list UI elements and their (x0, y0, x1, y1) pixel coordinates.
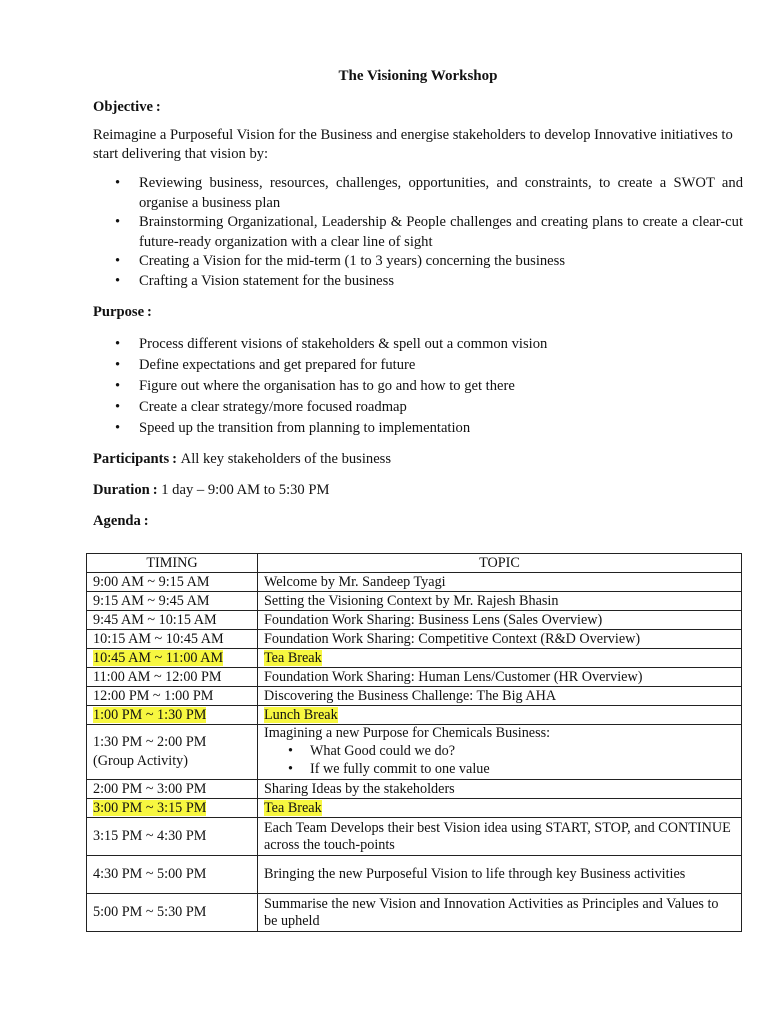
duration-line (93, 480, 743, 500)
purpose-bullet: • Define expectations and get prepared for future (93, 355, 743, 376)
duration-label: Duration (93, 482, 150, 498)
agenda-topic: Each Team Develops their best Vision idea using START, STOP, and CONTINUE across the touch-points (258, 818, 742, 856)
agenda-row (87, 856, 742, 894)
agenda-topic: Summarise the new Vision and Innovation Activities as Principles and Values to be upheld (258, 894, 742, 932)
agenda-topic: Discovering the Business Challenge: The Big AHA (258, 687, 742, 706)
agenda-time: 9:45 AM ~ 10:15 AM (87, 611, 258, 630)
duration-text: 1 day – 9:00 AM to 5:30 PM (161, 482, 330, 498)
agenda-row (87, 611, 742, 630)
agenda-time: 12:00 PM ~ 1:00 PM (87, 687, 258, 706)
agenda-sub-item: • What Good could we do? (264, 742, 735, 760)
agenda-row (87, 687, 742, 706)
agenda-row-break (87, 799, 742, 818)
objective-text: Reimagine a Purposeful Vision for the Business and energise stakeholders to develop Innovative initiatives to start delivering that vision by: (93, 127, 733, 162)
agenda-row-break (87, 649, 742, 668)
agenda-time-highlighted: 10:45 AM ~ 11:00 AM (93, 649, 224, 666)
agenda-topic: Welcome by Mr. Sandeep Tyagi (258, 573, 742, 592)
objective-bullet: • Reviewing business, resources, challenges, opportunities, and constraints, to create a SWOT and organise a business plan (93, 174, 743, 213)
agenda-table (86, 553, 742, 932)
purpose-bullet: • Figure out where the organisation has to go and how to get there (93, 376, 743, 397)
objective-bullet: • Creating a Vision for the mid-term (1 to 3 years) concerning the business (93, 252, 743, 272)
agenda-time: 2:00 PM ~ 3:00 PM (87, 780, 258, 799)
agenda-topic: Foundation Work Sharing: Competitive Context (R&D Overview) (258, 630, 742, 649)
agenda-time-note: (Group Activity) (93, 753, 188, 769)
agenda-time: 11:00 AM ~ 12:00 PM (87, 668, 258, 687)
purpose-bullet: • Process different visions of stakeholders & spell out a common vision (93, 334, 743, 355)
agenda-topic: Foundation Work Sharing: Human Lens/Customer (HR Overview) (258, 668, 742, 687)
document-title: The Visioning Workshop (338, 68, 498, 84)
agenda-time: 9:15 AM ~ 9:45 AM (87, 592, 258, 611)
document-page (93, 66, 743, 531)
agenda-row (87, 573, 742, 592)
agenda-time: 1:30 PM ~ 2:00 PM (93, 734, 207, 750)
topic-column-header: TOPIC (258, 554, 742, 573)
objective-bullet: • Crafting a Vision statement for the business (93, 272, 743, 292)
purpose-label: Purpose (93, 304, 145, 320)
objective-bullet: • Brainstorming Organizational, Leadership & People challenges and creating plans to create a clear-cut future-ready organization with a clear line of sight (93, 213, 743, 252)
agenda-time: 5:00 PM ~ 5:30 PM (87, 894, 258, 932)
objective-heading (93, 97, 743, 117)
duration-colon: : (152, 482, 158, 498)
agenda-time-highlighted: 1:00 PM ~ 1:30 PM (93, 706, 207, 723)
objective-bullet-list (93, 174, 743, 291)
timing-column-header: TIMING (87, 554, 258, 573)
agenda-topic-highlighted: Lunch Break (264, 706, 338, 723)
agenda-time: 3:15 PM ~ 4:30 PM (87, 818, 258, 856)
purpose-heading (93, 302, 743, 322)
agenda-topic: Setting the Visioning Context by Mr. Rajesh Bhasin (258, 592, 742, 611)
agenda-topic: Foundation Work Sharing: Business Lens (Sales Overview) (258, 611, 742, 630)
purpose-bullet: • Speed up the transition from planning to implementation (93, 418, 743, 439)
objective-colon: : (155, 99, 161, 115)
agenda-sub-list (264, 742, 735, 778)
agenda-row (87, 818, 742, 856)
purpose-bullet: • Create a clear strategy/more focused roadmap (93, 397, 743, 418)
agenda-row (87, 780, 742, 799)
agenda-row (87, 668, 742, 687)
agenda-topic: Bringing the new Purposeful Vision to life through key Business activities (258, 856, 742, 894)
agenda-heading (93, 511, 743, 531)
agenda-time: 9:00 AM ~ 9:15 AM (87, 573, 258, 592)
agenda-time-highlighted: 3:00 PM ~ 3:15 PM (93, 799, 207, 816)
participants-text: All key stakeholders of the business (180, 451, 392, 467)
purpose-bullet-list (93, 334, 743, 439)
agenda-row (87, 894, 742, 932)
agenda-row (87, 630, 742, 649)
participants-line (93, 449, 743, 469)
agenda-row-group-activity (87, 725, 742, 780)
agenda-label: Agenda (93, 513, 141, 529)
agenda-topic: Imagining a new Purpose for Chemicals Business: (264, 725, 551, 741)
purpose-colon: : (147, 304, 152, 320)
agenda-topic: Sharing Ideas by the stakeholders (258, 780, 742, 799)
participants-colon: : (172, 451, 178, 467)
participants-label: Participants (93, 451, 170, 467)
agenda-topic-highlighted: Tea Break (264, 799, 322, 816)
agenda-header-row (87, 554, 742, 573)
agenda-sub-item: • If we fully commit to one value (264, 760, 735, 778)
agenda-row (87, 592, 742, 611)
agenda-colon: : (143, 513, 149, 529)
agenda-topic-highlighted: Tea Break (264, 649, 322, 666)
agenda-time: 4:30 PM ~ 5:00 PM (87, 856, 258, 894)
agenda-row-break (87, 706, 742, 725)
objective-label: Objective (93, 99, 153, 115)
agenda-time: 10:15 AM ~ 10:45 AM (87, 630, 258, 649)
